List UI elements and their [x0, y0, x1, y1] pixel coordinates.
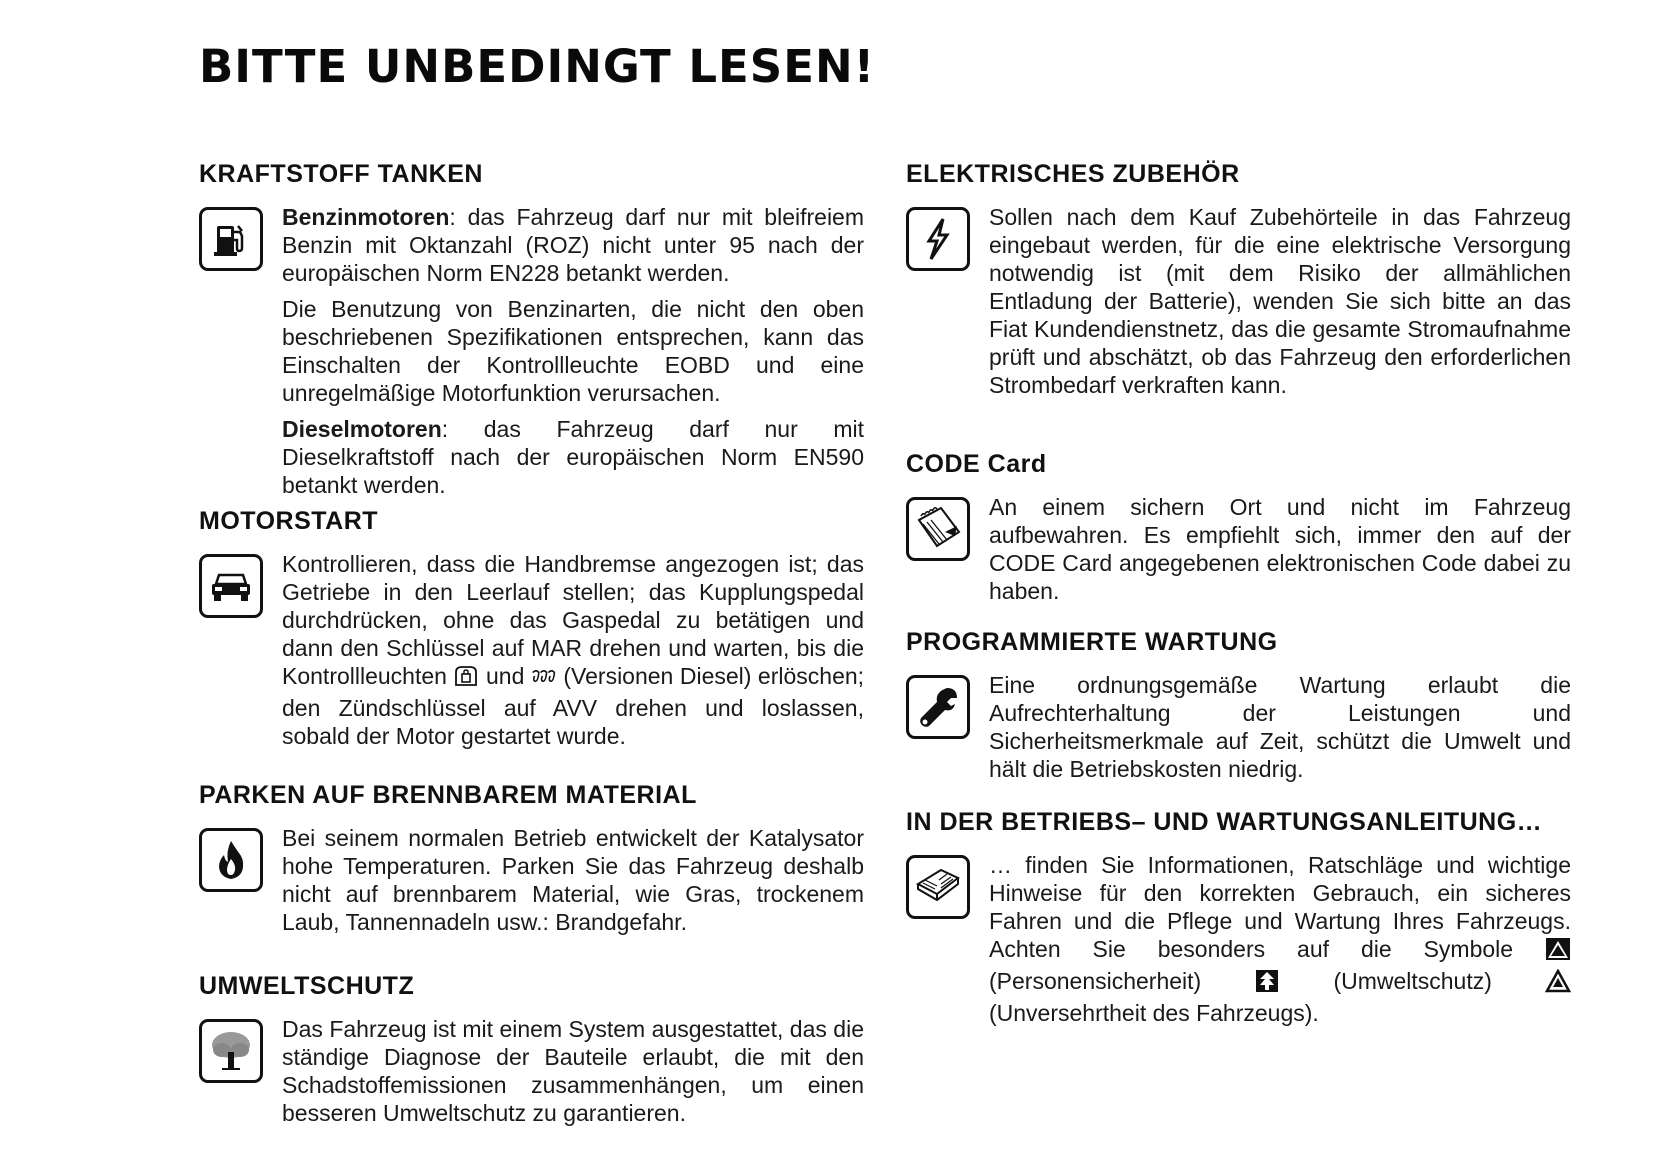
page-title: BITTE UNBEDINGT LESEN! — [199, 40, 876, 93]
section-engine-start — [199, 507, 864, 758]
flame-icon — [199, 828, 263, 892]
section-heading: IN DER BETRIEBS– UND WARTUNGSANLEITUNG… — [906, 808, 1543, 836]
paragraph-text: (Versionen Diesel) erlöschen; den Zündschlüssel auf AVV drehen und loslassen, sobald der Motor gestartet wurde. — [282, 663, 865, 749]
vehicle-integrity-warning-icon — [1545, 969, 1571, 999]
paragraph-text: Kontrollieren, dass die Handbremse angezogen ist; das Getriebe in den Leerlauf stellen; das Kupplungspedal durchdrücken, ohne das Gaspedal zu betätigen und dann den Schlüssel auf MAR drehen und warten, bis die Kontrollleuchten — [282, 551, 864, 689]
section-electrical — [906, 160, 1571, 407]
section-maintenance — [906, 628, 1571, 791]
section-heading: ELEKTRISCHES ZUBEHÖR — [906, 160, 1240, 188]
paragraph — [282, 550, 864, 750]
car-icon — [199, 554, 263, 618]
section-heading: PARKEN AUF BRENNBAREM MATERIAL — [199, 781, 697, 809]
paragraph: An einem sichern Ort und nicht im Fahrzeug aufbewahren. Es empfiehlt sich, immer den auf der CODE Card angegebenen elektronischen Code dabei zu haben. — [989, 494, 1571, 604]
section-heading: MOTORSTART — [199, 507, 379, 535]
paragraph: Eine ordnungsgemäße Wartung erlaubt die Aufrechterhaltung der Leistungen und Sicherheitsmerkmale auf Zeit, schützt die Umwelt und hält die Betriebskosten niedrig. — [989, 672, 1571, 782]
paragraph-text: … finden Sie Informationen, Ratschläge und wichtige Hinweise für den korrekten Gebrauch, ein sicheres Fahren und die Pflege und Wartung Ihres Fahrzeugs. Achten Sie besonders auf die Symbole — [989, 852, 1571, 962]
paragraph-text: (Personensicherheit) — [989, 968, 1202, 994]
glow-plug-icon — [531, 664, 557, 694]
paragraph: Bei seinem normalen Betrieb entwickelt der Katalysator hohe Temperaturen. Parken Sie das Fahrzeug deshalb nicht auf brennbarem Material, wie Gras, trockenem Laub, Tannennadeln usw.: Brandgefahr. — [282, 825, 864, 935]
tree-icon — [199, 1019, 263, 1083]
paragraph — [282, 203, 864, 287]
section-heading: PROGRAMMIERTE WARTUNG — [906, 628, 1278, 656]
fuel-pump-icon — [199, 207, 263, 271]
section-heading: KRAFTSTOFF TANKEN — [199, 160, 483, 188]
section-fuel — [199, 160, 864, 507]
section-parking — [199, 781, 864, 944]
open-book-icon — [906, 855, 970, 919]
section-code-card — [906, 450, 1571, 613]
paragraph — [989, 851, 1571, 1027]
bold-term: Dieselmotoren — [282, 416, 442, 442]
environment-symbol-icon — [1254, 969, 1280, 999]
wrench-icon — [906, 675, 970, 739]
paragraph-text: : das Fahrzeug darf nur mit Dieselkraftstoff nach der europäischen Norm EN590 betankt werden. — [282, 416, 864, 498]
section-heading: CODE Card — [906, 450, 1047, 478]
bold-term: Benzinmotoren — [282, 204, 450, 230]
paragraph-text: und — [485, 663, 525, 689]
paragraph-text: : das Fahrzeug darf nur mit bleifreiem Benzin mit Oktanzahl (ROZ) nicht unter 95 nach der europäischen Norm EN228 betankt werden. — [282, 204, 864, 286]
person-safety-warning-icon — [1545, 937, 1571, 967]
immobilizer-warning-icon — [453, 664, 479, 694]
code-card-notebook-icon — [906, 497, 970, 561]
paragraph: Die Benutzung von Benzinarten, die nicht den oben beschriebenen Spezifikationen entsprechen, kann das Einschalten der Kontrollleuchte EOBD und eine unregelmäßige Motorfunktion verursachen. — [282, 296, 864, 406]
section-heading: UMWELTSCHUTZ — [199, 972, 415, 1000]
lightning-icon — [906, 207, 970, 271]
section-manual — [906, 808, 1571, 1035]
section-environment — [199, 972, 864, 1135]
paragraph: Sollen nach dem Kauf Zubehörteile in das Fahrzeug eingebaut werden, für die eine elektrische Versorgung notwendig ist (mit dem Risiko der allmählichen Entladung der Batterie), wenden Sie sich bitte an das Fiat Kundendienstnetz, das die gesamte Stromaufnahme prüft und abschätzt, ob das Fahrzeug den erforderlichen Strombedarf verkraften kann. — [989, 204, 1571, 398]
paragraph: Das Fahrzeug ist mit einem System ausgestattet, das die ständige Diagnose der Bauteile erlaubt, die mit den Schadstoffemissionen zusammenhängen, um einen besseren Umweltschutz zu garantieren. — [282, 1016, 864, 1126]
paragraph-text: (Unversehrtheit des Fahrzeugs). — [989, 1000, 1319, 1026]
paragraph-text: (Umweltschutz) — [1333, 968, 1492, 994]
paragraph — [282, 415, 864, 499]
